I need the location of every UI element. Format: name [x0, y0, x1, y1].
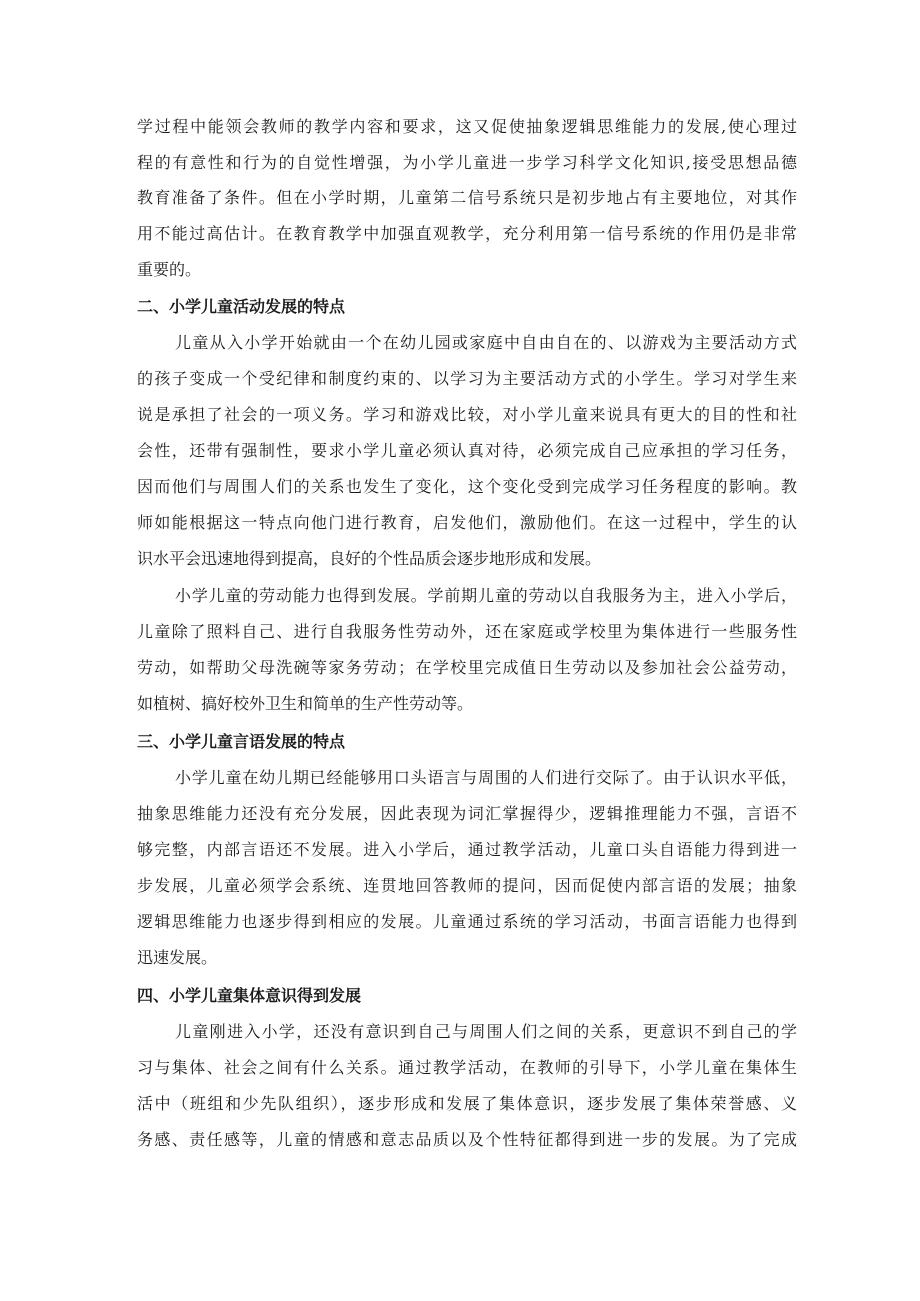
section4-p1-line-2: 习与集体、社会之间有什么关系。通过教学活动，在教师的引导下，小学儿童在集体生	[137, 1058, 797, 1077]
section2-p1-line-6: 师如能根据这一特点向他门进行教育，启发他们，激励他们。在这一过程中，学生的认	[137, 513, 797, 532]
section3-p1-line-4: 步发展，儿童必须学会系统、连贯地回答教师的提问，因而促使内部言语的发展；抽象	[137, 876, 797, 895]
section3-p1-line-3: 够完整，内部言语还不发展。进入小学后，通过教学活动，儿童口头自语能力得到进一	[137, 840, 797, 859]
section2-p2-line-4: 如植树、搞好校外卫生和简单的生产性劳动等。	[137, 694, 474, 713]
section2-p1-line-7: 识水平会迅速地得到提高，良好的个性品质会逐步地形成和发展。	[137, 549, 602, 568]
section4-p1-line-1: 儿童刚进入小学，还没有意识到自己与周围人们之间的关系，更意识不到自己的学	[175, 1022, 797, 1041]
section2-p2-line-2: 儿童除了照料自己、进行自我服务性劳动外，还在家庭或学校里为集体进行一些服务性	[137, 622, 797, 641]
intro-line-2: 程的有意性和行为的自觉性增强，为小学儿童进一步学习科学文化知识,接受思想品德	[137, 153, 797, 172]
section2-p1-line-2: 的孩子变成一个受纪律和制度约束的、以学习为主要活动方式的小学生。学习对学生来	[137, 369, 797, 388]
intro-line-5: 重要的。	[137, 260, 202, 279]
section2-p1-line-3: 说是承担了社会的一项义务。学习和游戏比较，对小学儿童来说具有更大的目的性和社	[137, 405, 797, 424]
section2-p2-line-3: 劳动，如帮助父母洗碗等家务劳动；在学校里完成值日生劳动以及参加社会公益劳动，	[137, 658, 797, 677]
section4-heading: 四、小学儿童集体意识得到发展	[137, 986, 362, 1005]
section3-heading: 三、小学儿童言语发展的特点	[137, 732, 346, 751]
intro-line-1: 学过程中能领会教师的教学内容和要求，这又促使抽象逻辑思维能力的发展,使心理过	[137, 117, 797, 136]
section2-p1-line-1: 儿童从入小学开始就由一个在幼儿园或家庭中自由自在的、以游戏为主要活动方式	[175, 333, 797, 352]
section2-p1-line-4: 会性，还带有强制性，要求小学儿童必须认真对待，必须完成自己应承担的学习任务，	[137, 441, 797, 460]
section3-p1-line-2: 抽象思维能力还没有充分发展，因此表现为词汇掌握得少，逻辑推理能力不强，言语不	[137, 804, 797, 823]
intro-line-4: 用不能过高估计。在教育教学中加强直观教学，充分利用第一信号系统的作用仍是非常	[137, 224, 797, 243]
section3-p1-line-6: 迅速发展。	[137, 948, 218, 967]
section3-p1-line-1: 小学儿童在幼儿期已经能够用口头语言与周围的人们进行交际了。由于认识水平低，	[175, 768, 797, 787]
section2-p2-line-1: 小学儿童的劳动能力也得到发展。学前期儿童的劳动以自我服务为主，进入小学后，	[175, 586, 797, 605]
section2-p1-line-5: 因而他们与周围人们的关系也发生了变化，这个变化受到完成学习任务程度的影响。教	[137, 477, 797, 496]
intro-line-3: 教育准备了条件。但在小学时期，儿童第二信号系统只是初步地占有主要地位，对其作	[137, 188, 797, 207]
section4-p1-line-4: 务感、责任感等，儿童的情感和意志品质以及个性特征都得到进一步的发展。为了完成	[137, 1130, 797, 1149]
section4-p1-line-3: 活中（班组和少先队组织），逐步形成和发展了集体意识，逐步发展了集体荣誉感、义	[137, 1094, 797, 1113]
section3-p1-line-5: 逻辑思维能力也逐步得到相应的发展。儿童通过系统的学习活动，书面言语能力也得到	[137, 912, 797, 931]
section2-heading: 二、小学儿童活动发展的特点	[137, 297, 346, 316]
